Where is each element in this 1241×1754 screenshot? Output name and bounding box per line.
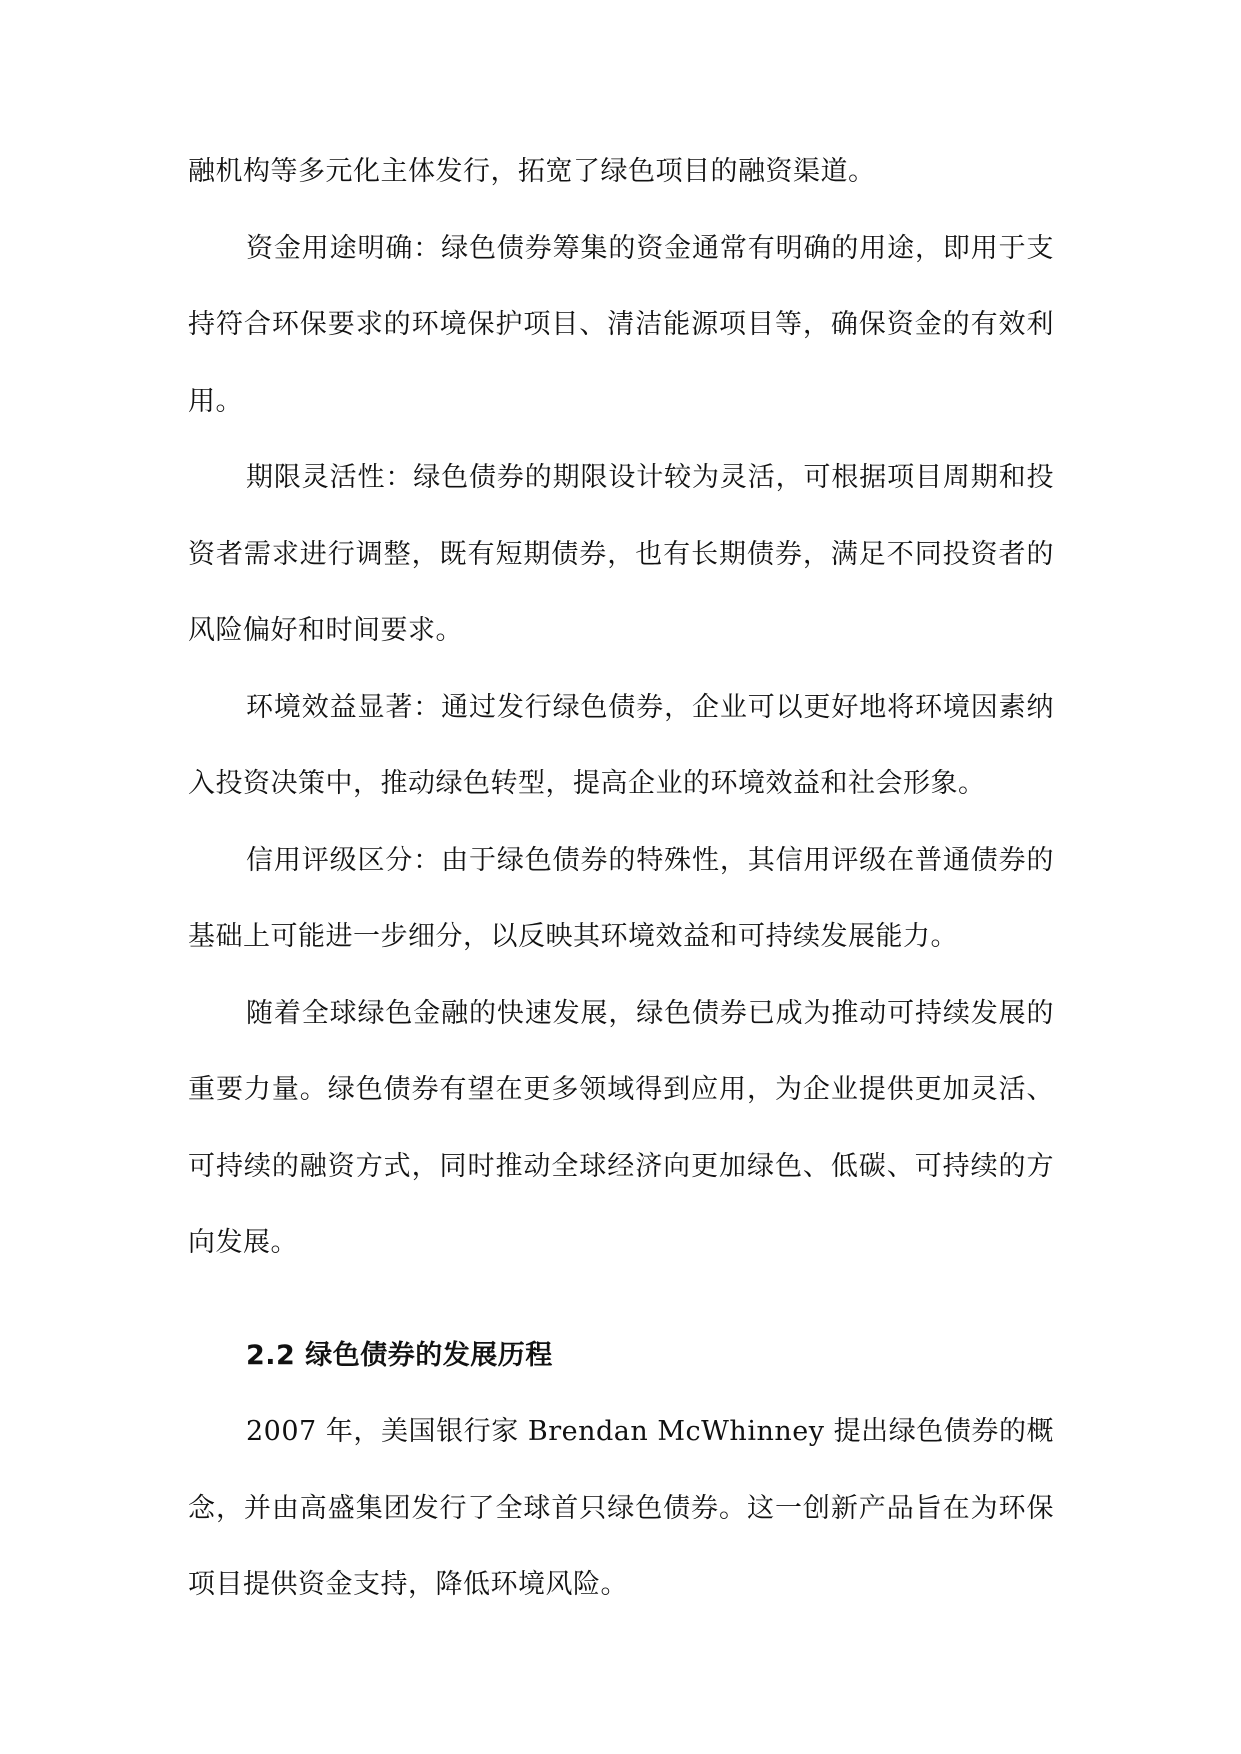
document-body (188, 134, 1054, 1624)
paragraph-history-2007: 2007 年，美国银行家 Brendan McWhinney 提出绿色债券的概念，并由高盛集团发行了全球首只绿色债券。这一创新产品旨在为环保项目提供资金支持，降低环境风险。 (188, 1416, 1054, 1600)
paragraph-fund-usage: 资金用途明确：绿色债券筹集的资金通常有明确的用途，即用于支持符合环保要求的环境保护项目、清洁能源项目等，确保资金的有效利用。 (188, 232, 1054, 417)
paragraph-term-flexibility: 期限灵活性：绿色债券的期限设计较为灵活，可根据项目周期和投资者需求进行调整，既有短期债券，也有长期债券，满足不同投资者的风险偏好和时间要求。 (188, 462, 1054, 646)
paragraph-credit-rating: 信用评级区分：由于绿色债券的特殊性，其信用评级在普通债券的基础上可能进一步细分，以反映其环境效益和可持续发展能力。 (188, 844, 1054, 952)
section-heading: 2.2 绿色债券的发展历程 (246, 1339, 553, 1371)
paragraph-continuation: 融机构等多元化主体发行，拓宽了绿色项目的融资渠道。 (188, 156, 876, 187)
paragraph-environmental-benefit: 环境效益显著：通过发行绿色债券，企业可以更好地将环境因素纳入投资决策中，推动绿色转型，提高企业的环境效益和社会形象。 (188, 691, 1054, 799)
paragraph-outlook: 随着全球绿色金融的快速发展，绿色债券已成为推动可持续发展的重要力量。绿色债券有望在更多领域得到应用，为企业提供更加灵活、可持续的融资方式，同时推动全球经济向更加绿色、低碳、可持续的方向发展。 (188, 997, 1054, 1258)
